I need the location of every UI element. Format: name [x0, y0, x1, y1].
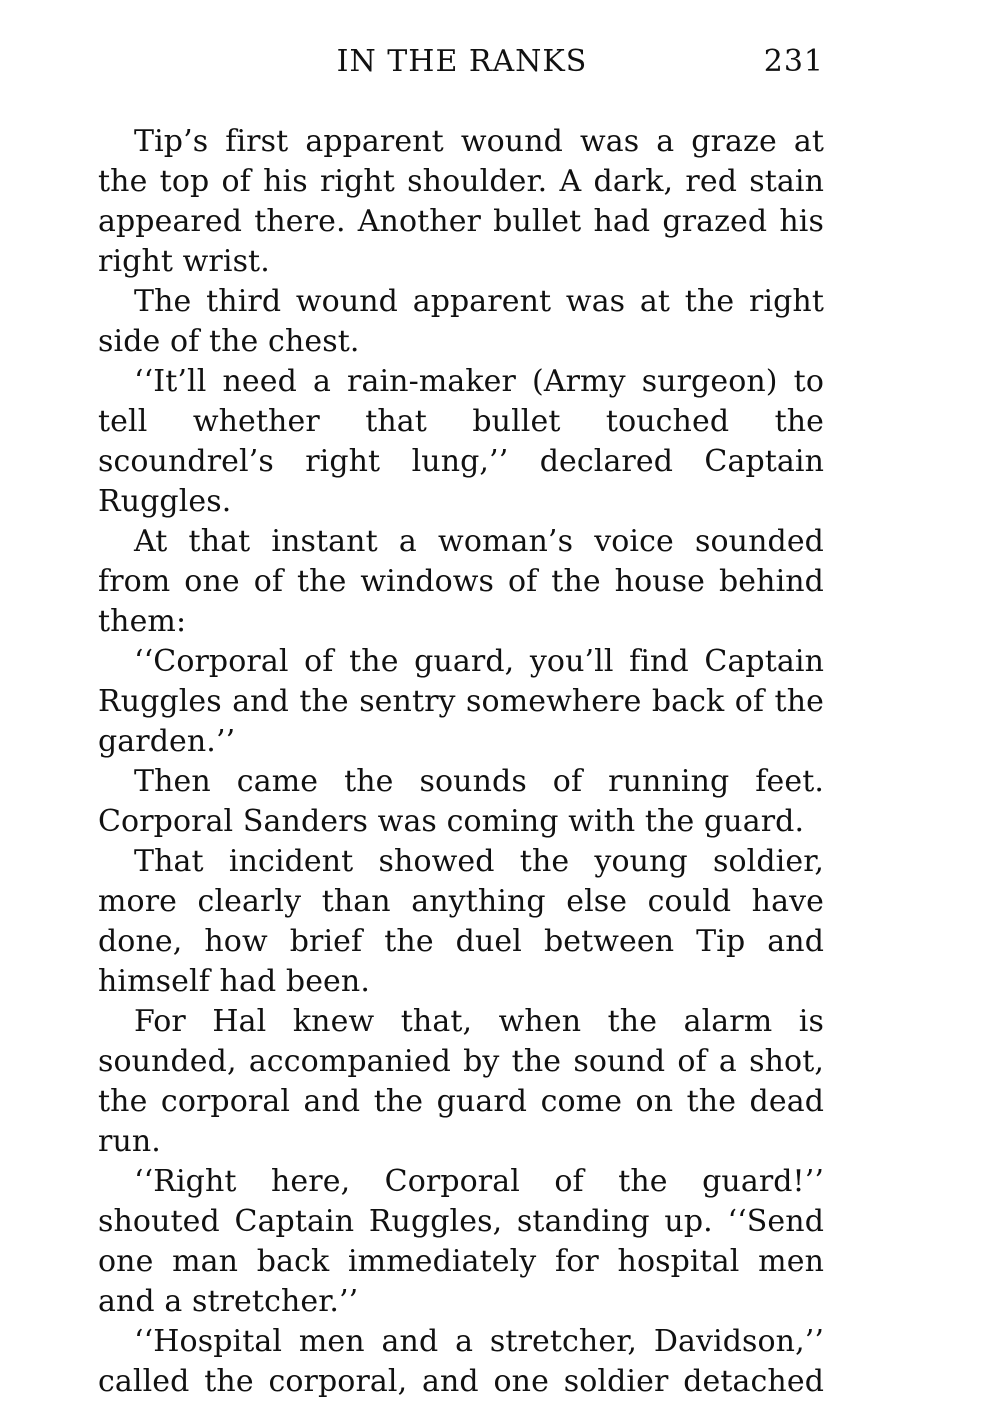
running-title: IN THE RANKS [336, 44, 588, 79]
running-head [100, 42, 824, 82]
page-number: 231 [763, 44, 824, 79]
paragraph: ‘‘Hospital men and a stretcher, Davidson,’’ called the corporal, and one soldier detached [98, 1324, 824, 1399]
paragraph: That incident showed the young soldier, more clearly than anything else could have done, how brief the duel between Tip and himself had been. [98, 844, 824, 999]
paragraph: Then came the sounds of running feet. Corporal Sanders was coming with the guard. [98, 764, 824, 839]
paragraph: The third wound apparent was at the right side of the chest. [98, 284, 824, 359]
paragraph: Tip’s first apparent wound was a graze at the top of his right shoulder. A dark, red stain appeared there. Another bullet had grazed his right wrist. [98, 124, 824, 279]
paragraph: For Hal knew that, when the alarm is sounded, accompanied by the sound of a shot, the corporal and the guard come on the dead run. [98, 1004, 824, 1159]
paragraph: At that instant a woman’s voice sounded from one of the windows of the house behind them: [98, 524, 824, 639]
body-text [98, 122, 824, 1402]
paragraph: ‘‘Right here, Corporal of the guard!’’ shouted Captain Ruggles, standing up. ‘‘Send one man back immediately for hospital men and a stretcher.’’ [98, 1164, 824, 1319]
paragraph: ‘‘It’ll need a rain-maker (Army surgeon) to tell whether that bullet touched the scoundrel’s right lung,’’ declared Captain Ruggles. [98, 364, 824, 519]
paragraph: ‘‘Corporal of the guard, you’ll find Captain Ruggles and the sentry somewhere back of the garden.’’ [98, 644, 824, 759]
